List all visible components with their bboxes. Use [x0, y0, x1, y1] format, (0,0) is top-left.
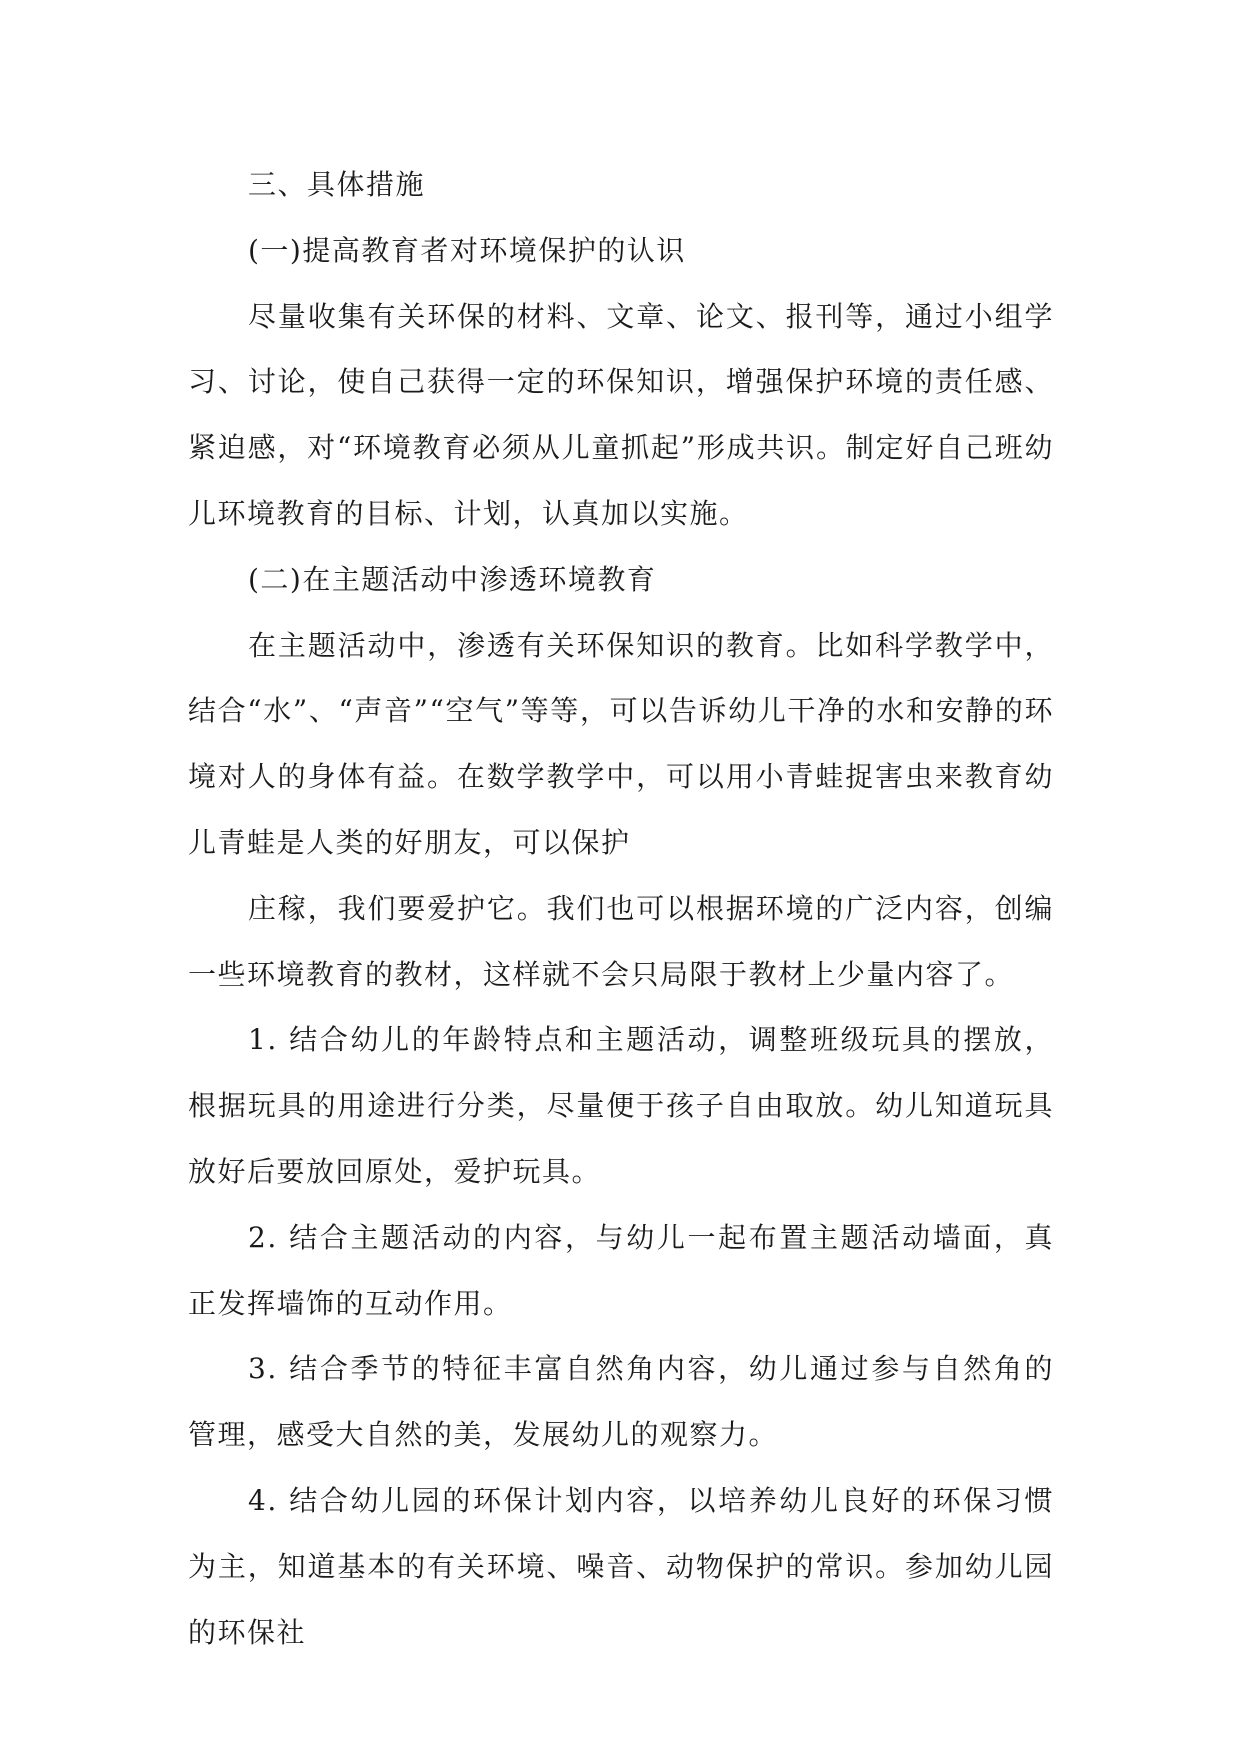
paragraph-1: 尽量收集有关环保的材料、文章、论文、报刊等，通过小组学习、讨论，使自己获得一定的环保知识，增强保护环境的责任感、紧迫感，对“环境教育必须从儿童抓起”形成共识。制定好自己班幼儿环境教育的目标、计划，认真加以实施。 [188, 299, 1054, 530]
list-item-1: 1. 结合幼儿的年龄特点和主题活动，调整班级玩具的摆放，根据玩具的用途进行分类，尽量便于孩子自由取放。幼儿知道玩具放好后要放回原处，爱护玩具。 [188, 1023, 1054, 1188]
section-heading: 三、具体措施 [248, 168, 426, 201]
paragraph-3: 庄稼，我们要爱护它。我们也可以根据环境的广泛内容，创编一些环境教育的教材，这样就不会只局限于教材上少量内容了。 [188, 891, 1054, 991]
list-item-3: 3. 结合季节的特征丰富自然角内容，幼儿通过参与自然角的管理，感受大自然的美，发展幼儿的观察力。 [188, 1352, 1054, 1452]
subsection-heading-1: (一)提高教育者对环境保护的认识 [248, 233, 686, 267]
document-body [188, 152, 1054, 1665]
list-item-2: 2. 结合主题活动的内容，与幼儿一起布置主题活动墙面，真正发挥墙饰的互动作用。 [188, 1220, 1054, 1320]
list-item-4: 4. 结合幼儿园的环保计划内容，以培养幼儿良好的环保习惯为主，知道基本的有关环境、噪音、动物保护的常识。参加幼儿园的环保社 [188, 1483, 1054, 1649]
subsection-heading-2: (二)在主题活动中渗透环境教育 [248, 562, 657, 596]
paragraph-2: 在主题活动中，渗透有关环保知识的教育。比如科学教学中，结合“水”、“声音”“空气”等等，可以告诉幼儿干净的水和安静的环境对人的身体有益。在数学教学中，可以用小青蛙捉害虫来教育幼儿青蛙是人类的好朋友，可以保护 [188, 628, 1054, 859]
